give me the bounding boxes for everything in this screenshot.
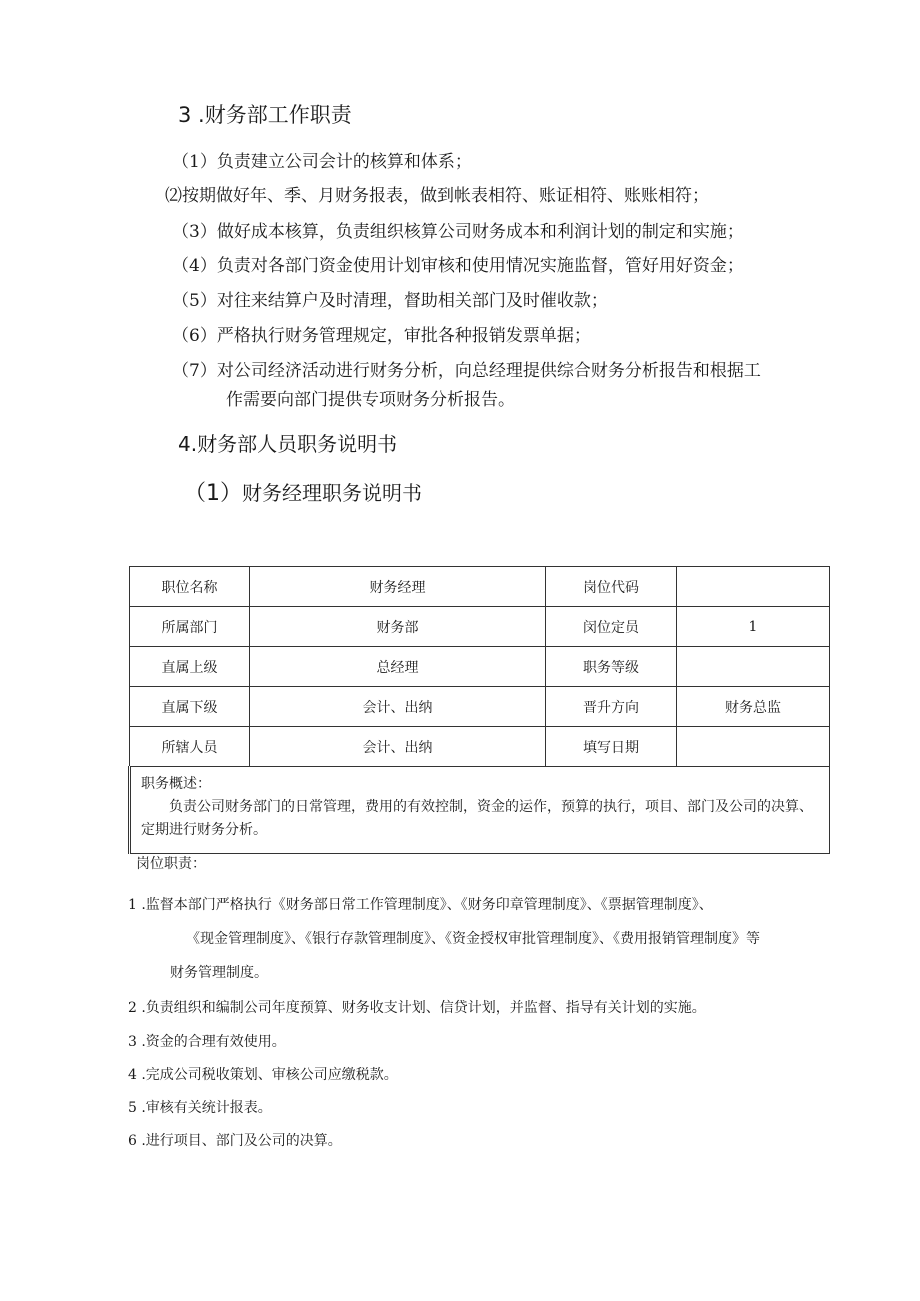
- value-cell: 财务经理: [250, 567, 546, 607]
- label-cell: 填写日期: [546, 727, 677, 767]
- label-cell: 职务等级: [546, 647, 677, 687]
- responsibility-line: 4 .完成公司税收策划、审核公司应缴税款。: [128, 1067, 398, 1083]
- value-cell: [677, 567, 830, 607]
- responsibility-line: 5 .审核有关统计报表。: [128, 1100, 272, 1116]
- table-row: [130, 767, 830, 854]
- responsibility-line: 3 .资金的合理有效使用。: [128, 1034, 286, 1050]
- label-cell: 职位名称: [130, 567, 250, 607]
- table-row: [130, 647, 830, 687]
- section-4-subtitle: [184, 476, 422, 507]
- duty-item-7-cont: 作需要向部门提供专项财务分析报告。: [226, 390, 515, 410]
- label-cell: 直属上级: [130, 647, 250, 687]
- duty-item-2: ⑵按期做好年、季、月财务报表，做到帐表相符、账证相符、账账相符；: [165, 186, 709, 206]
- table-row: [130, 607, 830, 647]
- duty-item-7: （7）对公司经济活动进行财务分析，向总经理提供综合财务分析报告和根据工: [172, 361, 761, 381]
- duty-item-6: （6）严格执行财务管理规定，审批各种报销发票单据；: [172, 326, 591, 346]
- value-cell: 财务总监: [677, 687, 830, 727]
- table-row: [130, 727, 830, 767]
- subtitle-text: 财务经理职务说明书: [242, 481, 422, 505]
- subtitle-number: （1）: [184, 481, 242, 506]
- value-cell: [677, 727, 830, 767]
- responsibility-line: 《现金管理制度》、《银行存款管理制度》、《资金授权审批管理制度》、《费用报销管理制度》等: [186, 931, 760, 947]
- label-cell: 所辖人员: [130, 727, 250, 767]
- job-summary-cell: [130, 767, 830, 854]
- section-4-title: 4.财务部人员职务说明书: [178, 432, 398, 456]
- value-cell: 会计、出纳: [250, 727, 546, 767]
- value-cell: 会计、出纳: [250, 687, 546, 727]
- responsibility-line: 2 .负责组织和编制公司年度预算、财务收支计划、信贷计划，并监督、指导有关计划的实施。: [128, 1000, 706, 1016]
- label-cell: 所属部门: [130, 607, 250, 647]
- value-cell: 总经理: [250, 647, 546, 687]
- responsibility-line: 财务管理制度。: [170, 965, 268, 981]
- responsibility-line: 1 .监督本部门严格执行《财务部日常工作管理制度》、《财务印章管理制度》、《票据管理制度》、: [128, 897, 713, 913]
- duty-item-5: （5）对往来结算户及时清理，督助相关部门及时催收款；: [172, 291, 608, 311]
- duty-item-3: （3）做好成本核算，负责组织核算公司财务成本和利润计划的制定和实施；: [172, 222, 744, 242]
- table-row: [130, 567, 830, 607]
- label-cell: 闵位定员: [546, 607, 677, 647]
- duty-item-1: （1）负责建立公司会计的核算和体系；: [172, 152, 472, 172]
- value-cell: 财务部: [250, 607, 546, 647]
- job-summary-text: 负责公司财务部门的日常管理，费用的有效控制，资金的运作，预算的执行，项目、部门及公司的决算、定期进行财务分析。: [141, 799, 813, 838]
- label-cell: 晋升方向: [546, 687, 677, 727]
- table-row: [130, 687, 830, 727]
- position-description-table: [128, 566, 830, 854]
- value-cell: 1: [677, 607, 830, 647]
- label-cell: 岗位代码: [546, 567, 677, 607]
- responsibilities-title: 岗位职责：: [136, 856, 206, 872]
- responsibility-line: 6 .进行项目、部门及公司的决算。: [128, 1133, 342, 1149]
- label-cell: 直属下级: [130, 687, 250, 727]
- value-cell: [677, 647, 830, 687]
- job-summary-title: 职务概述：: [141, 776, 211, 792]
- section-3-title: 3 .财务部工作职责: [178, 103, 352, 127]
- duty-item-4: （4）负责对各部门资金使用计划审核和使用情况实施监督，管好用好资金；: [172, 256, 744, 276]
